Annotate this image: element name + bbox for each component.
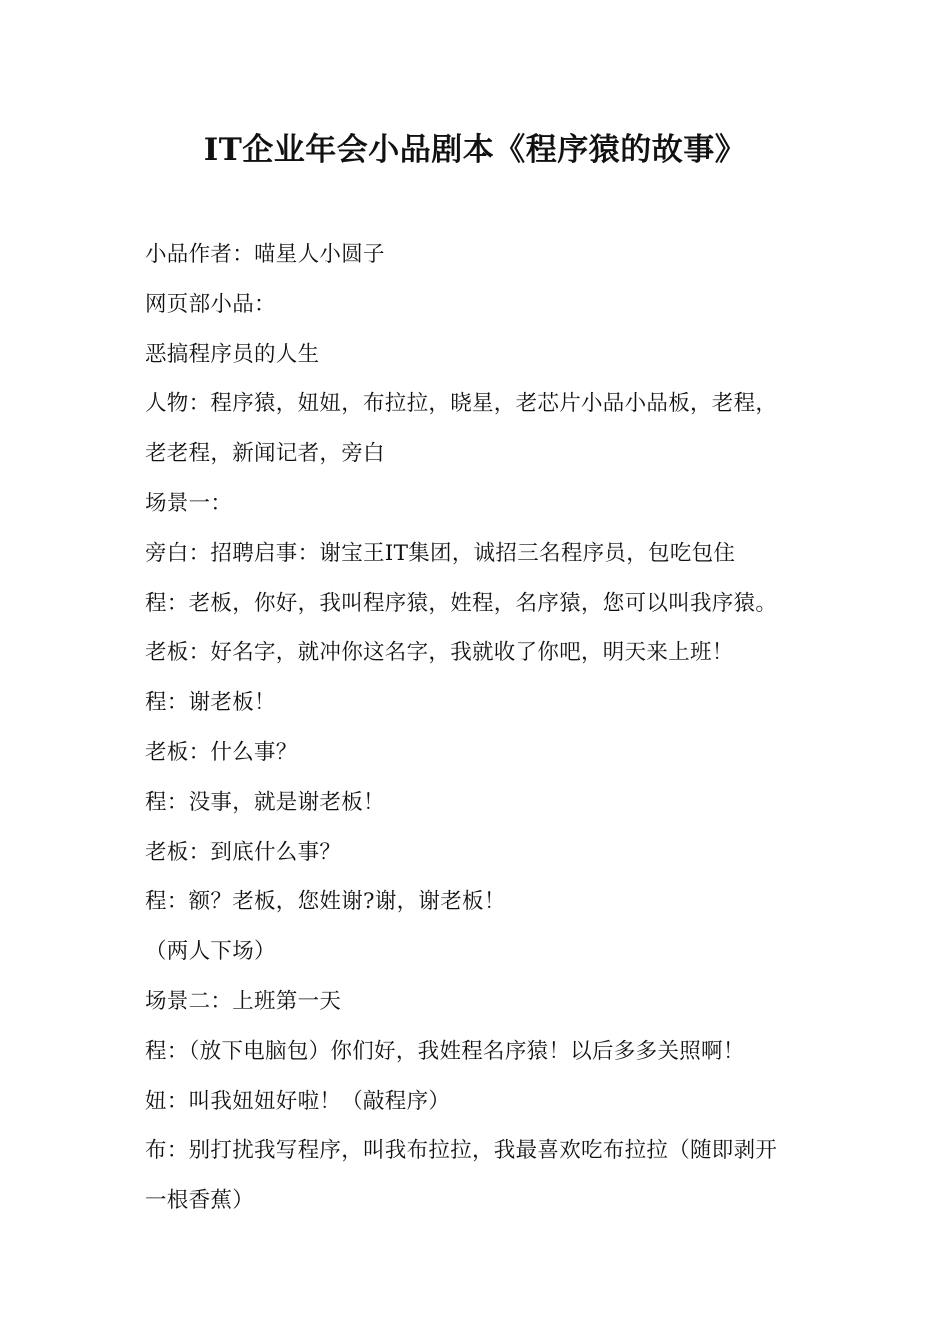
- text-line-stage-direction: （两人下场）: [145, 939, 276, 965]
- text-line-dialogue: 老板：到底什么事？: [145, 839, 342, 865]
- text-line-dialogue: 妞：叫我妞妞好啦！（敲程序）: [145, 1088, 451, 1114]
- text-line-narration: 旁白：招聘启事：谢宝王IT集团，诚招三名程序员，包吃包住: [145, 540, 736, 566]
- text-line-dialogue-cont: 一根香蕉）: [145, 1188, 255, 1214]
- text-line-subtitle: 恶搞程序员的人生: [145, 341, 320, 367]
- text-line-dialogue: 程：（放下电脑包）你们好，我姓程名序猿！以后多多关照啊！: [145, 1038, 745, 1064]
- text-line-author: 小品作者：喵星人小圆子: [145, 242, 385, 267]
- text-line-scene-one: 场景一：: [145, 490, 233, 516]
- text-line-dialogue: 程：额？老板，您姓谢?谢，谢老板！: [145, 889, 506, 915]
- text-line-characters-cont: 老老程，新闻记者，旁白: [145, 441, 385, 467]
- text-line-dialogue: 程：没事，就是谢老板！: [145, 789, 385, 815]
- document-title: IT企业年会小品剧本《程序猿的故事》: [203, 132, 747, 168]
- text-line-dialogue: 程：谢老板！: [145, 690, 276, 716]
- text-line-characters: 人物：程序猿，妞妞，布拉拉，晓星，老芯片小品小品板，老程，: [145, 391, 778, 417]
- text-line-department: 网页部小品：: [145, 291, 276, 317]
- text-line-dialogue: 老板：好名字，就冲你这名字，我就收了你吧，明天来上班！: [145, 640, 734, 666]
- text-line-dialogue: 布：别打扰我写程序，叫我布拉拉，我最喜欢吃布拉拉（随即剥开: [145, 1138, 778, 1164]
- text-line-dialogue: 老板：什么事？: [145, 739, 298, 765]
- text-line-scene-two: 场景二：上班第一天: [145, 988, 342, 1014]
- text-line-dialogue: 程：老板，你好，我叫程序猿，姓程，名序猿，您可以叫我序猿。: [145, 590, 778, 616]
- document-body: [145, 230, 805, 1226]
